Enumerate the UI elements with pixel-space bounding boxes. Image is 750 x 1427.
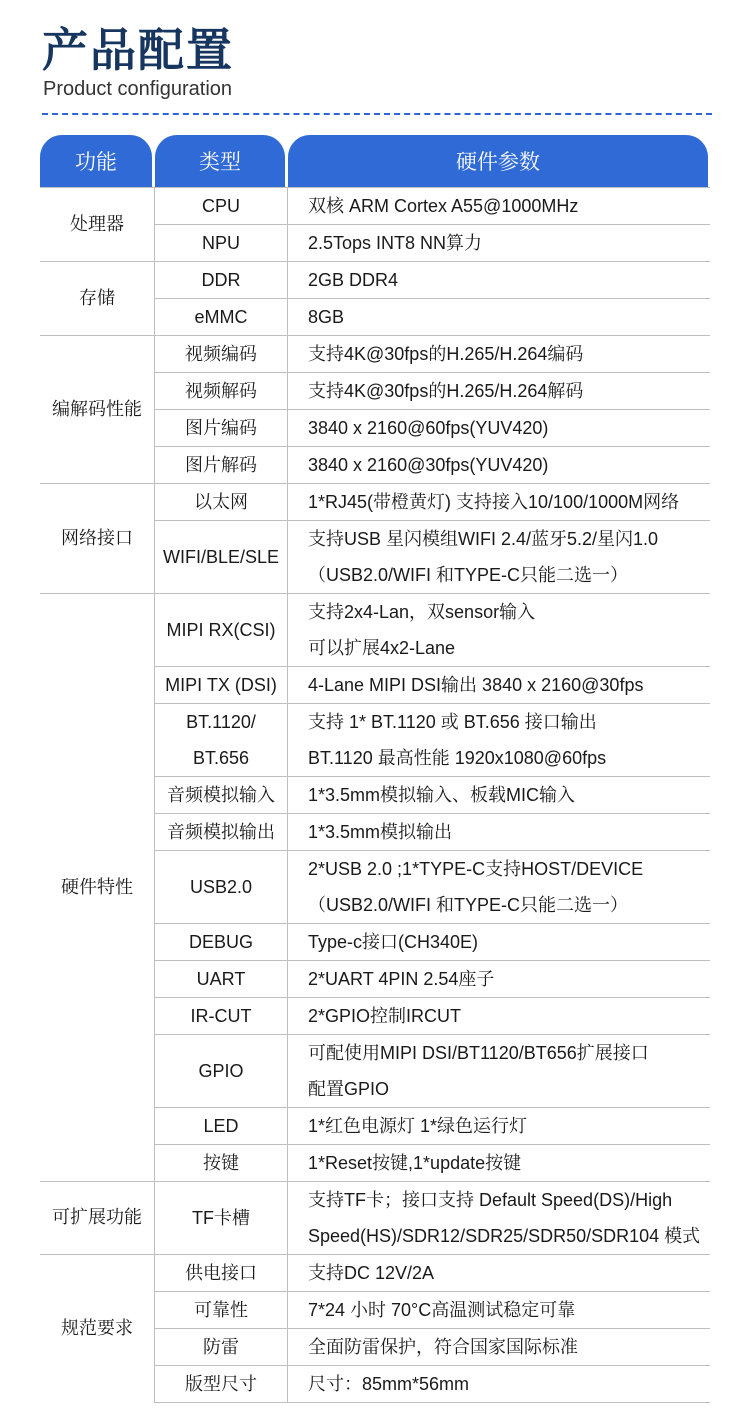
type-cell xyxy=(155,961,288,998)
spec-cell xyxy=(288,262,711,299)
type-cell xyxy=(155,410,288,447)
type-text: LED xyxy=(203,1116,239,1136)
spec-cell xyxy=(288,1108,711,1145)
type-cell xyxy=(155,667,288,704)
spec-text: 1*RJ45(带橙黄灯) 支持接入10/100/1000M网络 xyxy=(308,492,680,512)
spec-text: 尺寸：85mm*56mm xyxy=(308,1374,470,1394)
type-cell xyxy=(155,299,288,336)
type-text: 视频解码 xyxy=(185,381,257,401)
type-text: DEBUG xyxy=(188,932,253,952)
type-cell xyxy=(155,1108,288,1145)
type-cell xyxy=(155,262,288,299)
spec-text: （USB2.0/WIFI 和TYPE-C只能二选一） xyxy=(308,895,629,915)
spec-text: 2GB DDR4 xyxy=(308,270,399,290)
spec-text: 3840 x 2160@60fps(YUV420) xyxy=(308,418,549,438)
type-text: 音频模拟输入 xyxy=(167,785,275,805)
function-cell: 处理器 xyxy=(40,188,155,262)
type-text: BT.656 xyxy=(192,748,250,768)
header-type xyxy=(155,135,285,187)
type-text: 视频编码 xyxy=(185,344,257,364)
spec-text: 2*USB 2.0 ;1*TYPE-C支持HOST/DEVICE xyxy=(308,859,644,879)
spec-text: 2.5Tops INT8 NN算力 xyxy=(308,233,483,253)
page-subtitle: Product configuration xyxy=(43,78,233,100)
function-cell: 存储 xyxy=(40,262,155,336)
type-text: 防雷 xyxy=(203,1337,239,1357)
type-cell xyxy=(155,1292,288,1329)
spec-cell xyxy=(288,814,711,851)
spec-text: 2*GPIO控制IRCUT xyxy=(308,1006,462,1026)
spec-cell xyxy=(288,1145,711,1182)
type-text: 图片解码 xyxy=(185,455,257,475)
header-function-label: 功能 xyxy=(75,150,117,174)
spec-text: 3840 x 2160@30fps(YUV420) xyxy=(308,455,549,475)
spec-text: 可以扩展4x2-Lane xyxy=(308,638,456,658)
type-cell xyxy=(155,373,288,410)
type-text: eMMC xyxy=(194,307,248,327)
spec-cell xyxy=(288,336,711,373)
type-text: TF卡槽 xyxy=(192,1208,250,1228)
spec-text: 可配使用MIPI DSI/BT1120/BT656扩展接口 xyxy=(308,1043,649,1063)
spec-text: 2*UART 4PIN 2.54座子 xyxy=(308,969,495,989)
type-cell xyxy=(155,484,288,521)
type-cell xyxy=(155,594,288,667)
type-text: GPIO xyxy=(198,1061,244,1081)
spec-cell xyxy=(288,924,711,961)
function-cell: 网络接口 xyxy=(40,484,155,594)
spec-text: 配置GPIO xyxy=(308,1079,390,1099)
spec-text: 支持 1* BT.1120 或 BT.656 接口输出 xyxy=(308,712,597,732)
header-params-label: 硬件参数 xyxy=(456,150,540,174)
spec-text: 支持4K@30fps的H.265/H.264解码 xyxy=(308,381,584,401)
function-cell: 编解码性能 xyxy=(40,336,155,484)
type-cell xyxy=(155,851,288,924)
type-text: 以太网 xyxy=(194,492,248,512)
type-cell xyxy=(155,225,288,262)
spec-cell xyxy=(288,410,711,447)
table-row xyxy=(40,336,710,373)
spec-text: 1*3.5mm模拟输入、板载MIC输入 xyxy=(308,785,576,805)
spec-cell xyxy=(288,1329,711,1366)
type-cell xyxy=(155,704,288,777)
type-text: UART xyxy=(196,969,246,989)
spec-cell xyxy=(288,594,711,667)
type-cell xyxy=(155,188,288,225)
table-row xyxy=(40,1255,710,1292)
spec-cell xyxy=(288,667,711,704)
function-cell: 规范要求 xyxy=(40,1255,155,1403)
type-cell xyxy=(155,1145,288,1182)
spec-cell xyxy=(288,188,711,225)
type-cell xyxy=(155,1366,288,1403)
type-text: 音频模拟输出 xyxy=(167,822,275,842)
type-cell xyxy=(155,447,288,484)
type-cell xyxy=(155,336,288,373)
spec-text: 1*Reset按键,1*update按键 xyxy=(308,1153,522,1173)
table-row xyxy=(40,188,710,225)
type-cell xyxy=(155,777,288,814)
spec-cell xyxy=(288,299,711,336)
spec-cell xyxy=(288,1366,711,1403)
spec-text: 1*红色电源灯 1*绿色运行灯 xyxy=(308,1116,528,1136)
spec-cell xyxy=(288,1292,711,1329)
spec-cell xyxy=(288,1255,711,1292)
spec-text: 全面防雷保护，符合国家国际标准 xyxy=(308,1337,578,1357)
spec-text: （USB2.0/WIFI 和TYPE-C只能二选一） xyxy=(308,565,629,585)
spec-cell xyxy=(288,998,711,1035)
table-row xyxy=(40,594,710,667)
type-text: 供电接口 xyxy=(185,1263,257,1283)
spec-text: 1*3.5mm模拟输出 xyxy=(308,822,453,842)
type-cell xyxy=(155,924,288,961)
table-row xyxy=(40,484,710,521)
type-text: 按键 xyxy=(203,1153,239,1173)
spec-cell xyxy=(288,704,711,777)
type-text: USB2.0 xyxy=(189,877,253,897)
type-cell xyxy=(155,814,288,851)
header-type-label: 类型 xyxy=(199,150,241,174)
type-cell xyxy=(155,521,288,594)
function-cell: 可扩展功能 xyxy=(40,1182,155,1255)
spec-table-body xyxy=(40,188,710,1403)
function-cell: 硬件特性 xyxy=(40,594,155,1182)
type-text: NPU xyxy=(201,233,240,253)
spec-table xyxy=(40,187,710,1403)
type-text: MIPI RX(CSI) xyxy=(166,620,276,640)
spec-text: 4-Lane MIPI DSI输出 3840 x 2160@30fps xyxy=(308,675,644,695)
spec-text: 支持DC 12V/2A xyxy=(308,1263,435,1283)
dashed-divider xyxy=(42,113,712,115)
type-cell xyxy=(155,1035,288,1108)
spec-cell xyxy=(288,447,711,484)
type-text: 图片编码 xyxy=(185,418,257,438)
table-row xyxy=(40,1182,710,1255)
spec-text: Speed(HS)/SDR12/SDR25/SDR50/SDR104 模式 xyxy=(308,1226,701,1246)
spec-cell xyxy=(288,851,711,924)
type-cell xyxy=(155,1255,288,1292)
spec-text: 支持TF卡；接口支持 Default Speed(DS)/High xyxy=(308,1190,673,1210)
type-text: MIPI TX (DSI) xyxy=(165,675,277,695)
type-text: CPU xyxy=(201,196,240,216)
type-cell xyxy=(155,1182,288,1255)
header-function xyxy=(40,135,152,187)
spec-text: 支持2x4-Lan，双sensor输入 xyxy=(308,602,536,622)
type-text: 版型尺寸 xyxy=(185,1374,257,1394)
spec-cell xyxy=(288,373,711,410)
type-text: DDR xyxy=(201,270,241,290)
spec-cell xyxy=(288,225,711,262)
type-cell xyxy=(155,998,288,1035)
spec-cell xyxy=(288,1182,711,1255)
spec-text: 支持4K@30fps的H.265/H.264编码 xyxy=(308,344,584,364)
spec-text: BT.1120 最高性能 1920x1080@60fps xyxy=(308,748,607,768)
page-title: 产品配置 xyxy=(42,23,234,77)
spec-cell xyxy=(288,777,711,814)
spec-cell xyxy=(288,521,711,594)
spec-cell xyxy=(288,961,711,998)
table-row xyxy=(40,262,710,299)
type-text: WIFI/BLE/SLE xyxy=(162,547,280,567)
spec-text: 支持USB 星闪模组WIFI 2.4/蓝牙5.2/星闪1.0 xyxy=(308,529,659,549)
spec-cell xyxy=(288,484,711,521)
spec-text: Type-c接口(CH340E) xyxy=(308,932,479,952)
type-cell xyxy=(155,1329,288,1366)
spec-cell xyxy=(288,1035,711,1108)
type-text: 可靠性 xyxy=(194,1300,248,1320)
spec-text: 8GB xyxy=(308,307,345,327)
header-params xyxy=(288,135,708,187)
spec-text: 双核 ARM Cortex A55@1000MHz xyxy=(308,196,579,216)
type-text: IR-CUT xyxy=(190,1006,252,1026)
spec-text: 7*24 小时 70°C高温测试稳定可靠 xyxy=(308,1300,576,1320)
type-text: BT.1120/ xyxy=(186,712,256,732)
